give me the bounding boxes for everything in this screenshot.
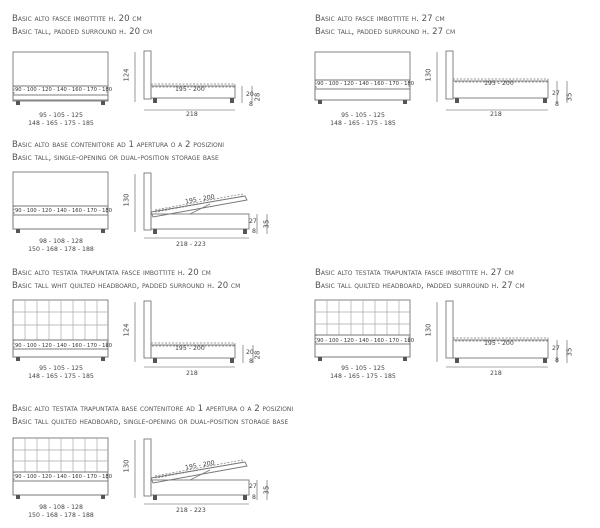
- side-length: 218 - 223: [176, 241, 206, 248]
- front-view-drawing: [12, 52, 112, 112]
- side-rail-height: 27: [249, 483, 257, 490]
- mattress-sizes: 90 - 100 - 120 - 140 - 160 - 170 - 180: [15, 87, 113, 93]
- side-inner-length: 195 - 200: [175, 345, 205, 352]
- section-title-it: Basic alto base contenitore ad 1 apertura o a 2 posizioni: [12, 140, 224, 150]
- side-height: 130: [424, 323, 433, 337]
- side-inner-length: 195 - 200: [175, 86, 205, 93]
- section-title-it: Basic alto fasce imbottite h. 20 cm: [12, 14, 142, 24]
- side-leg-height: 8: [249, 101, 253, 108]
- section-title-en: Basic tall, padded surround h. 20 cm: [12, 27, 153, 37]
- section-title-en: Basic tall quilted headboard, padded surround h. 27 cm: [315, 281, 525, 291]
- section-title-en: Basic tall whit quilted headboard, padded surround h. 20 cm: [12, 281, 241, 291]
- side-height: 130: [122, 193, 131, 207]
- side-length: 218: [186, 370, 198, 377]
- front-width-line2: 148 - 165 - 175 - 185: [28, 120, 94, 127]
- front-width-line1: 95 - 105 - 125: [39, 112, 83, 119]
- section-title-en: Basic tall quilted headboard, single-opening or dual-position storage base: [12, 417, 289, 427]
- side-total-height: 35: [565, 92, 574, 102]
- front-width-line1: 95 - 105 - 125: [341, 112, 385, 119]
- mattress-sizes: 90 - 100 - 120 - 140 - 160 - 170 - 180: [317, 81, 415, 87]
- side-leg-height: 8: [555, 101, 559, 108]
- mattress-sizes: 90 - 100 - 120 - 140 - 160 - 170 - 180: [15, 474, 113, 480]
- front-width-line2: 148 - 165 - 175 - 185: [330, 373, 396, 380]
- side-inner-length: 195 - 200: [184, 459, 216, 472]
- side-rail-height: 27: [249, 218, 257, 225]
- section-title-it: Basic alto testata trapuntata fasce imbottite h. 20 cm: [12, 268, 211, 278]
- section-title-en: Basic tall, padded surround h. 27 cm: [315, 27, 456, 37]
- front-width-line2: 148 - 165 - 175 - 185: [28, 373, 94, 380]
- front-width-line1: 95 - 105 - 125: [39, 365, 83, 372]
- side-leg-height: 8: [249, 358, 253, 365]
- side-total-height: 28: [253, 350, 262, 360]
- front-view-drawing: [314, 300, 414, 365]
- side-inner-length: 195 - 200: [484, 340, 514, 347]
- side-leg-height: 8: [555, 357, 559, 364]
- side-rail-height: 20: [246, 349, 254, 356]
- side-length: 218: [490, 111, 502, 118]
- front-view-drawing: [12, 172, 112, 237]
- side-inner-length: 195 - 200: [184, 193, 216, 206]
- side-leg-height: 8: [252, 228, 256, 235]
- side-view-drawing: [130, 300, 280, 370]
- front-width-line2: 150 - 168 - 178 - 188: [28, 246, 94, 253]
- mattress-sizes: 90 - 100 - 120 - 140 - 160 - 170 - 180: [15, 208, 113, 214]
- side-length: 218: [186, 111, 198, 118]
- section-title-it: Basic alto testata trapuntata base contenitore ad 1 apertura o a 2 posizioni: [12, 404, 294, 414]
- side-total-height: 35: [262, 219, 271, 229]
- side-height: 130: [122, 459, 131, 473]
- section-title-en: Basic tall, single-opening or dual-position storage base: [12, 153, 219, 163]
- side-rail-height: 27: [552, 90, 560, 97]
- side-height: 130: [424, 68, 433, 82]
- side-total-height: 35: [565, 347, 574, 357]
- front-width-line2: 150 - 168 - 178 - 188: [28, 512, 94, 519]
- side-view-drawing: [130, 438, 280, 510]
- mattress-sizes: 90 - 100 - 120 - 140 - 160 - 170 - 180: [15, 343, 113, 349]
- side-length: 218: [490, 370, 502, 377]
- side-rail-height: 27: [552, 345, 560, 352]
- side-leg-height: 8: [252, 494, 256, 501]
- front-view-drawing: [12, 300, 112, 365]
- side-rail-height: 20: [246, 91, 254, 98]
- front-width-line1: 98 - 108 - 128: [39, 238, 83, 245]
- side-length: 218 - 223: [176, 507, 206, 514]
- side-total-height: 35: [262, 485, 271, 495]
- front-width-line1: 98 - 108 - 128: [39, 504, 83, 511]
- side-height: 124: [122, 68, 131, 82]
- front-width-line1: 95 - 105 - 125: [341, 365, 385, 372]
- side-view-drawing: [130, 172, 280, 240]
- section-title-it: Basic alto fasce imbottite h. 27 cm: [315, 14, 445, 24]
- front-view-drawing: [12, 438, 112, 503]
- side-inner-length: 195 - 200: [484, 80, 514, 87]
- side-total-height: 28: [253, 92, 262, 102]
- side-view-drawing: [130, 50, 280, 115]
- side-view-drawing: [432, 300, 582, 370]
- section-title-it: Basic alto testata trapuntata fasce imbottite h. 27 cm: [315, 268, 514, 278]
- mattress-sizes: 90 - 100 - 120 - 140 - 160 - 170 - 180: [317, 338, 415, 344]
- side-height: 124: [122, 323, 131, 337]
- front-width-line2: 148 - 165 - 175 - 185: [330, 120, 396, 127]
